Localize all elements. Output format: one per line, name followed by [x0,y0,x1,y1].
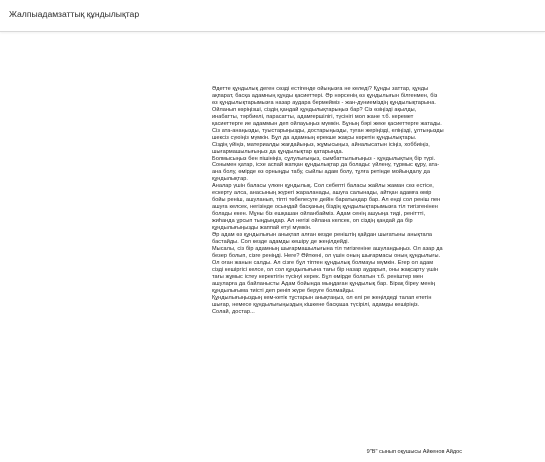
paragraph: Солай, достар... [212,308,255,315]
paragraph: Әдетте құндылық деген сөзді естігенде ойыңызға не келеді? Құнды заттар, құнды ақпарат, басқа адамның құнды қасиеттері. Әр нәрсенің өз құндылығын білгенмен, біз өз құндылықтарымызға назар аудара бермейміз - жан-дүниеміздің құндылықтарына. [212,86,438,106]
paragraph: Құндылығыңыздың кем-кетік тұстарын анықтаңыз, ол елі ре жеңілдеді талап ететін шығар, немесе құндылығыңыздың кішкене басқаша түсірілі, адамды кешіріңіз. [212,294,432,308]
top-bar [0,0,545,32]
article-body [212,86,444,315]
paragraph: Мысалы, сіз бір адамның шығармашылығына тіл тигізгеніне ашуландыңыз. Ол азар да безер болып, сізге реніңді. Неге? Өйткені, ол үшін оның шығармасы оның құндылығы. Ол оған жанын салды. Ал сізге бұл тіптен құндылық болмауы мүмкін. Егер ол адам сізді кешіргісі келсе, ол сол құндылығына тағы бір назар аударып, оны жақсарту үшін тағы жұмыс істеу керектігін түсінуі керек. Бұл өмірде болатын т.б. реніштер мен ашуларға да байланысты Адам бойында мыңдаған құндылық бар. Бірақ біреу менің құндылығыма тиісті деп реніп жүре беруге болмайды. [212,245,443,294]
author-signature: 9"В" сынып оқушысы Айкенов Айдос [366,449,462,455]
paragraph: Сіздің үйіңіз, материалды жағдайыңыз, жұмысыңыз, айналысатын ісіңіз, хоббиіңіз, шығармашылығыңыз да құндылықтар қатарында. [212,141,430,155]
paragraph: Ойланып көріңізші, сіздің қандай құндылықтарыңыз бар? Сіз өзіңізді ақылды, инабатты, тәрбиелі, парасатты, адамгершілігі, түсінігі мол жане т.б. керемет қасиеттерге ие адаммын деп ойлауыңыз мүмкін. Бұның бәрі жеке қасиеттерге жатады. [212,106,442,127]
paragraph: Аналар үшін баласы үлкен құндылық. Сол себепті баласы жайлы жаман сөз естісе, ескерту алса, анасының жүрегі жараланады, ашуға салынады, айтқан адамға өмір бойы реніш, ашуланып, тіпті төбелесуге дейін баратындар бар. Ал енді сол реніш пен ашуға келсек, негізінде осындай басқаның біздің құндылықтарымызға тіл тигізгенінен болады екен. Мұны біз ешқашан ойланбайміз. Адам сенің ашуыңа тиді, реніттті, жиһанда ұрсып тыңдыңдар. Ал негізі ойлана келсек, оп сіздің қандай да бір құндылығыңызды жаппай етуі мүмкін. [212,183,441,232]
paragraph: Сонымен қатар, ісхе аспай жатқан құндылықтар да болады: үйлену, тұрмыс құру, ата-ана болу, өмірде өз орныңды табу, сыйлы адам болу, тұлға ретінде мойындалу да құндылықтар. [212,162,440,183]
page-title: Жалпыадамзаттық құндылықтар [9,9,140,19]
paragraph: Болмысыңыз бен пішініңіз, сұлулығыңыз, сымбаттылығыңыз - құндылықтың бір түрі. [212,155,436,162]
paragraph: Әр адам өз құндылығын анықтап алған кезде реніштің қайдан шығатыны анықтала бастайды. Сол кезде адамды кешіру де жеңілдейді. [212,232,433,245]
paragraph: Сіз ата-анаңызды, туыстарыңызды, достарыңызды, туған жеріңізді, еліңізді, ұлтыңызды шексіз сүюіңіз мүмкін. Бұл да адамның ерекше жақсы көретін құндылықтары. [212,127,444,141]
